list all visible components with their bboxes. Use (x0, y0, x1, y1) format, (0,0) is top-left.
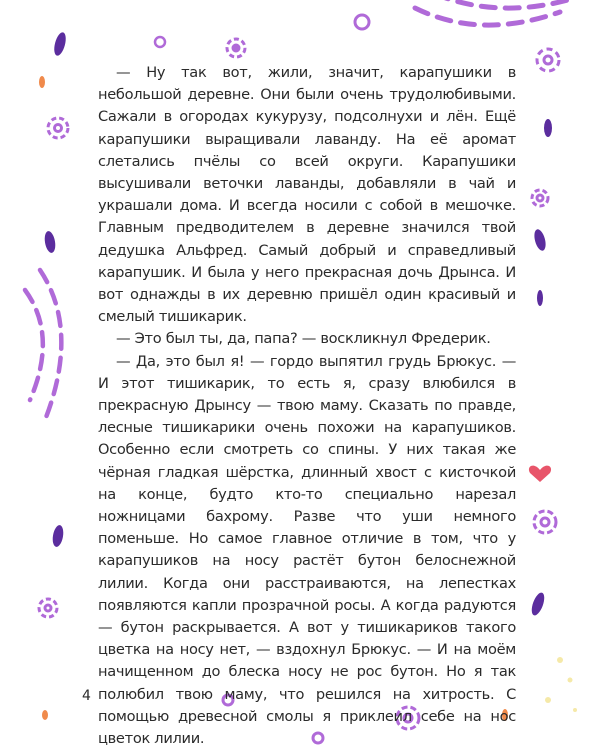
yellow-speckles-bottom-right (545, 657, 577, 712)
story-text (98, 62, 516, 750)
violet-strokes-left (43, 31, 68, 548)
orange-dots-left (39, 76, 48, 720)
heart-icon (529, 466, 551, 482)
page-number: 4 (82, 688, 91, 704)
dashed-arc-left (25, 270, 61, 420)
paragraph: — Это был ты, да, папа? — воскликнул Фредерик. (116, 330, 491, 348)
paragraph: — Ну так вот, жили, значит, карапушики в небольшой деревне. Они были очень трудолюбивыми. Сажали в огородах кукурузу, подсолнухи и лён. Ещё карапушики выращивали лаванду. На её аромат слетались пчёлы со всей округи. Карапушики высушивали веточки лаванды, добавляли в чай и украшали дома. И всегда носили с собой в мешочке. Главным предводителем в деревне значился твой дедушка Альфред. Самый добрый и справедливый карапушик. И была у него прекрасная дочь Дрынса. И вот однажды в их деревню пришёл один красивый и смелый тишикарик. (98, 64, 516, 326)
paragraph: — Да, это был я! — гордо выпятил грудь Брюкус. — И этот тишикарик, то есть я, сразу влюбился в прекрасную Дрынсу — твою маму. Сказать по правде, лесные тишикарики очень похожи на карапушиков. Особенно если смотреть со спины. У них такая же чёрная гладкая шёрстка, длинный хвост с кисточкой на конце, будто кто-то специально нарезал ножницами бахрому. Разве что уши немного поменьше. Но самое главное отличие в том, что у карапушиков на носу растёт бутон белоснежной лилии. Когда они расстраиваются, на лепестках появляются капли прозрачной росы. А когда радуются — бутон раскрывается. А вот у тишикариков такого цветка на носу нет, — вздохнул Брюкус. — И на моём начищенном до блеска носу не рос бутон. Но я так полюбил твою маму, что решился на хитрость. С помощью древесной смолы я приклеил себе на нос цветок лилии. (98, 352, 516, 748)
dashed-arc-top-right (415, 0, 575, 25)
